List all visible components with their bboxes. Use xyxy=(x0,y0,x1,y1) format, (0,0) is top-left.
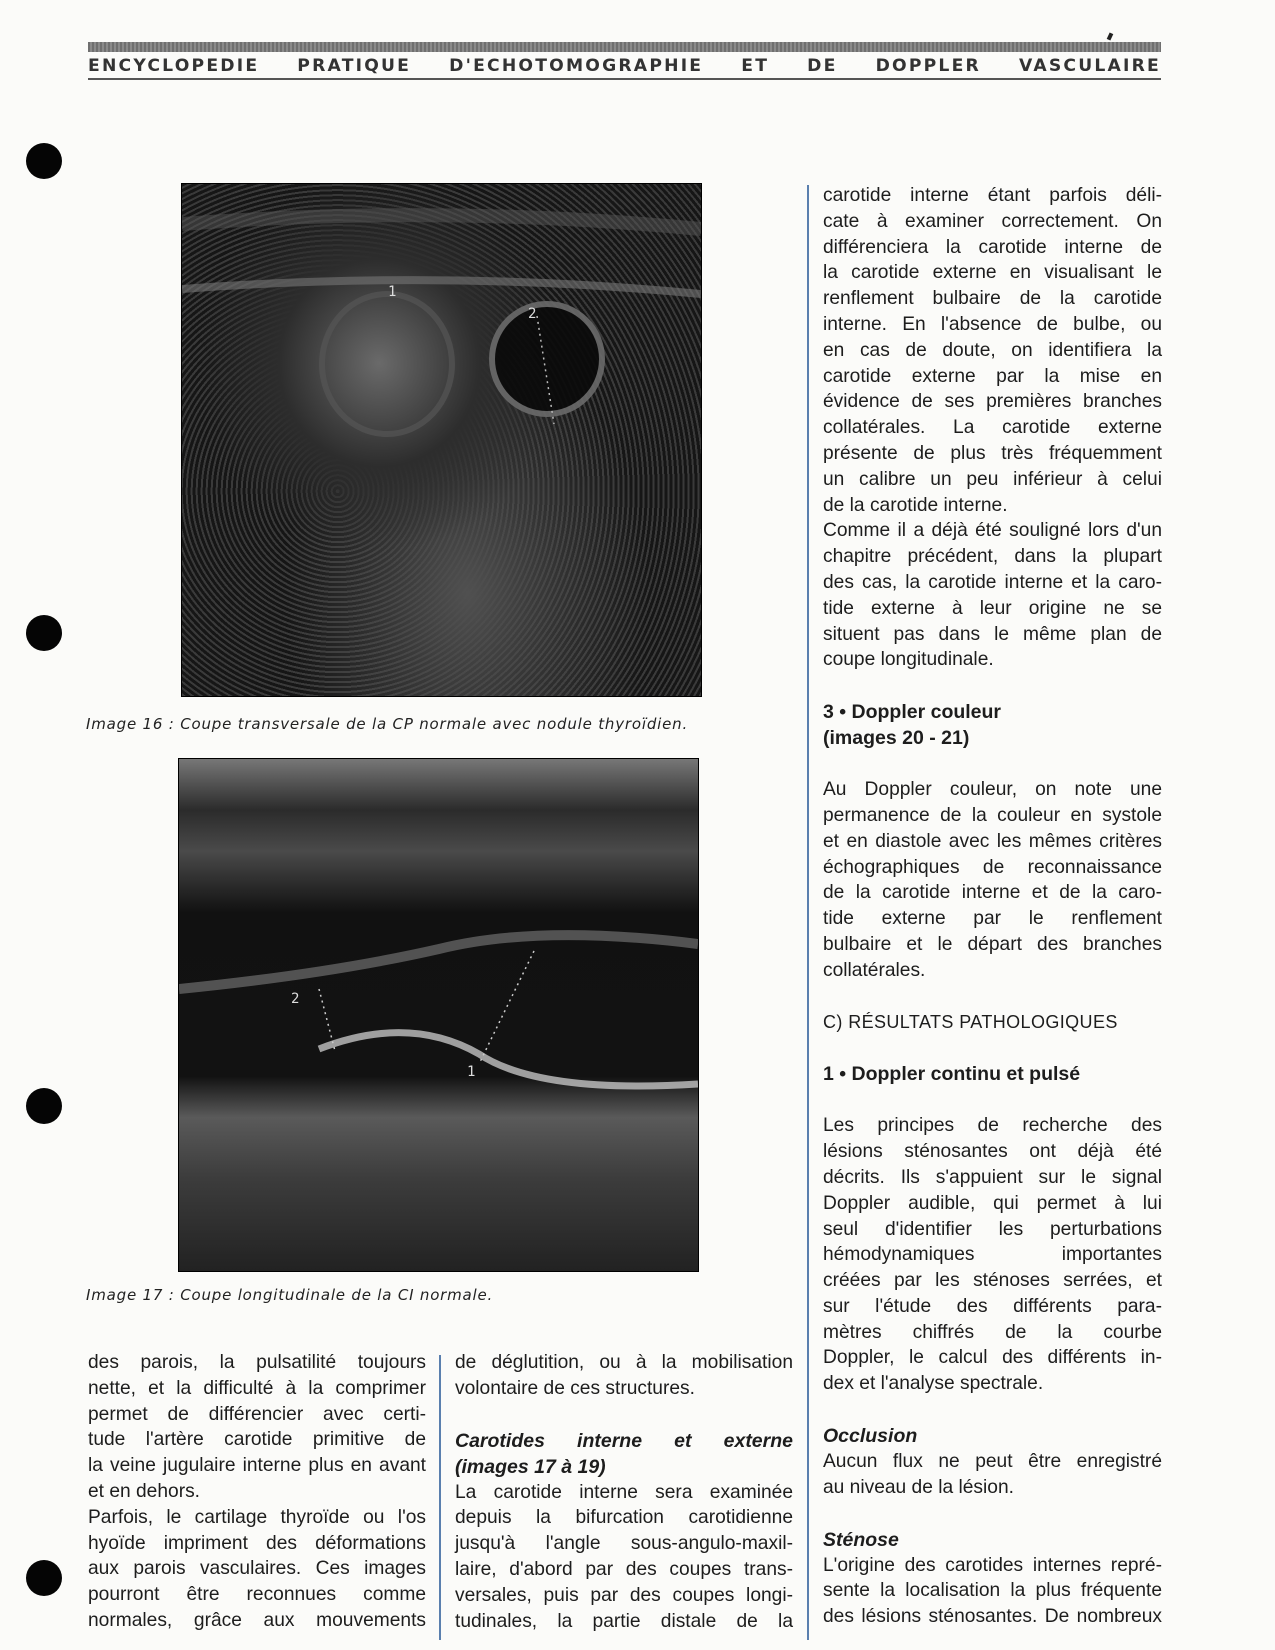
text-line: sente la localisation la plus fréquente xyxy=(823,1580,1162,1602)
text-line: Doppler audible, qui permet à lui xyxy=(823,1192,1162,1214)
text-line: tude l'artère carotide primitive de xyxy=(88,1429,426,1451)
text-line: présente de plus très fréquemment xyxy=(823,442,1162,464)
ultrasound-image-17 xyxy=(178,758,699,1272)
text-line: un calibre un peu inférieur à celui xyxy=(823,468,1162,490)
text-line: lésions sténosantes ont déjà été xyxy=(823,1141,1162,1163)
text-line: seul d'identifier les perturbations xyxy=(823,1218,1162,1240)
column-divider xyxy=(439,1355,441,1640)
marker-label: 1 xyxy=(467,1064,476,1080)
text-line: mètres chiffrés de la courbe xyxy=(823,1321,1162,1343)
ultrasound-overlay xyxy=(179,759,698,1271)
spacer xyxy=(823,1035,1162,1061)
text-line: renflement bulbaire de la carotide xyxy=(823,288,1162,310)
text-line: collatérales. xyxy=(823,959,926,981)
text-line: et en dehors. xyxy=(88,1480,201,1502)
text-line: au niveau de la lésion. xyxy=(823,1476,1014,1498)
section-heading: 3 • Doppler couleur xyxy=(823,701,1002,724)
section-title: C) RÉSULTATS PATHOLOGIQUES xyxy=(823,1011,1118,1032)
header-title: ENCYCLOPEDIE PRATIQUE D'ECHOTOMOGRAPHIE ET DE DOPPLER VASCULAIRE xyxy=(88,56,1161,76)
text-line: situent pas dans le même plan de xyxy=(823,623,1162,645)
spacer xyxy=(823,751,1162,777)
ultrasound-overlay xyxy=(182,184,701,696)
marker-label: 2 xyxy=(528,306,537,322)
text-line: tide externe par le renflement xyxy=(823,908,1162,930)
text-line: pourront être reconnues comme xyxy=(88,1584,426,1606)
section-heading: (images 17 à 19) xyxy=(455,1455,606,1478)
text-line: collatérales. La carotide externe xyxy=(823,417,1162,439)
text-line: tide externe à leur origine ne se xyxy=(823,597,1162,619)
ultrasound-image-16 xyxy=(181,183,702,697)
binder-hole xyxy=(26,615,62,651)
text-line: échographiques de reconnaissance xyxy=(823,856,1162,878)
spacer xyxy=(823,1397,1162,1423)
marker-label: 2 xyxy=(291,991,300,1007)
middle-column-text xyxy=(455,1350,793,1634)
section-heading: Occlusion xyxy=(823,1425,918,1448)
text-line: la carotide externe en visualisant le xyxy=(823,262,1162,284)
column-divider xyxy=(807,185,809,1640)
text-line: des parois, la pulsatilité toujours xyxy=(88,1352,426,1373)
text-line: coupe longitudinale. xyxy=(823,649,994,671)
section-heading: (images 20 - 21) xyxy=(823,727,970,750)
text-line: dex et l'analyse spectrale. xyxy=(823,1373,1044,1395)
text-line: des lésions sténosantes. De nombreux xyxy=(823,1606,1162,1628)
text-line: carotide externe par la mise en xyxy=(823,365,1162,387)
text-line: différenciera la carotide interne de xyxy=(823,236,1162,258)
text-line: et en diastole avec les mêmes critères xyxy=(823,830,1162,852)
text-line: Aucun flux ne peut être enregistré xyxy=(823,1451,1162,1473)
binder-hole xyxy=(26,1560,62,1596)
text-line: chapitre précédent, dans la plupart xyxy=(823,546,1162,568)
text-line: en cas de doute, on identifiera la xyxy=(823,339,1162,361)
text-line: Les principes de recherche des xyxy=(823,1115,1162,1137)
left-column-text xyxy=(88,1350,426,1634)
section-heading: 1 • Doppler continu et pulsé xyxy=(823,1063,1081,1086)
text-line: carotide interne étant parfois déli- xyxy=(823,185,1162,206)
text-line: évidence de ses premières branches xyxy=(823,391,1162,413)
spacer xyxy=(823,673,1162,699)
text-line: interne. En l'absence de bulbe, ou xyxy=(823,313,1162,335)
text-line: de la carotide interne et de la caro- xyxy=(823,882,1162,904)
text-line: de déglutition, ou à la mobilisation xyxy=(455,1352,793,1373)
right-column-text xyxy=(823,183,1162,1630)
text-line: aux parois vasculaires. Ces images xyxy=(88,1558,426,1580)
text-line: versales, puis par des coupes longi- xyxy=(455,1584,793,1606)
text-line: décrits. Ils s'appuient sur le signal xyxy=(823,1166,1162,1188)
text-line: la veine jugulaire interne plus en avant xyxy=(88,1455,426,1477)
spacer xyxy=(455,1402,793,1428)
spacer xyxy=(823,1087,1162,1113)
spacer xyxy=(823,984,1162,1010)
text-line: normales, grâce aux mouvements xyxy=(88,1609,426,1631)
ink-mark xyxy=(1107,32,1114,40)
text-line: nette, et la difficulté à la comprimer xyxy=(88,1377,426,1399)
text-line: des cas, la carotide interne et la caro- xyxy=(823,571,1162,593)
spacer xyxy=(823,1501,1162,1527)
section-heading: Carotides interne et externe xyxy=(455,1429,793,1452)
text-line: laire, d'abord par des coupes trans- xyxy=(455,1558,793,1580)
image-16-caption: Image 16 : Coupe transversale de la CP normale avec nodule thyroïdien. xyxy=(86,715,689,733)
text-line: créées par les sténoses serrées, et xyxy=(823,1270,1162,1292)
marker-label: 1 xyxy=(388,284,397,300)
header-rule xyxy=(88,78,1161,80)
text-line: hyoïde impriment des déformations xyxy=(88,1532,426,1554)
text-line: jusqu'à l'angle sous-angulo-maxil- xyxy=(455,1533,793,1555)
text-line: de la carotide interne. xyxy=(823,494,1008,516)
text-line: sur l'étude des différents para- xyxy=(823,1295,1162,1317)
text-line: volontaire de ces structures. xyxy=(455,1377,695,1399)
text-line: La carotide interne sera examinée xyxy=(455,1481,793,1503)
text-line: bulbaire et le départ des branches xyxy=(823,933,1162,955)
image-17-caption: Image 17 : Coupe longitudinale de la CI normale. xyxy=(86,1286,494,1304)
text-line: cate à examiner correctement. On xyxy=(823,210,1162,232)
binder-hole xyxy=(26,1088,62,1124)
text-line: Parfois, le cartilage thyroïde ou l'os xyxy=(88,1506,426,1528)
text-line: permet de différencier avec certi- xyxy=(88,1403,426,1425)
text-line: Comme il a déjà été souligné lors d'un xyxy=(823,520,1162,542)
text-line: L'origine des carotides internes repré- xyxy=(823,1554,1162,1576)
text-line: depuis la bifurcation carotidienne xyxy=(455,1507,793,1529)
text-line: permanence de la couleur en systole xyxy=(823,804,1162,826)
binder-hole xyxy=(26,143,62,179)
section-heading: Sténose xyxy=(823,1528,899,1551)
text-line: tudinales, la partie distale de la xyxy=(455,1610,793,1632)
text-line: hémodynamiques importantes xyxy=(823,1244,1162,1266)
text-line: Au Doppler couleur, on note une xyxy=(823,779,1162,801)
text-line: Doppler, le calcul des différents in- xyxy=(823,1347,1162,1369)
header-bar xyxy=(88,42,1161,52)
